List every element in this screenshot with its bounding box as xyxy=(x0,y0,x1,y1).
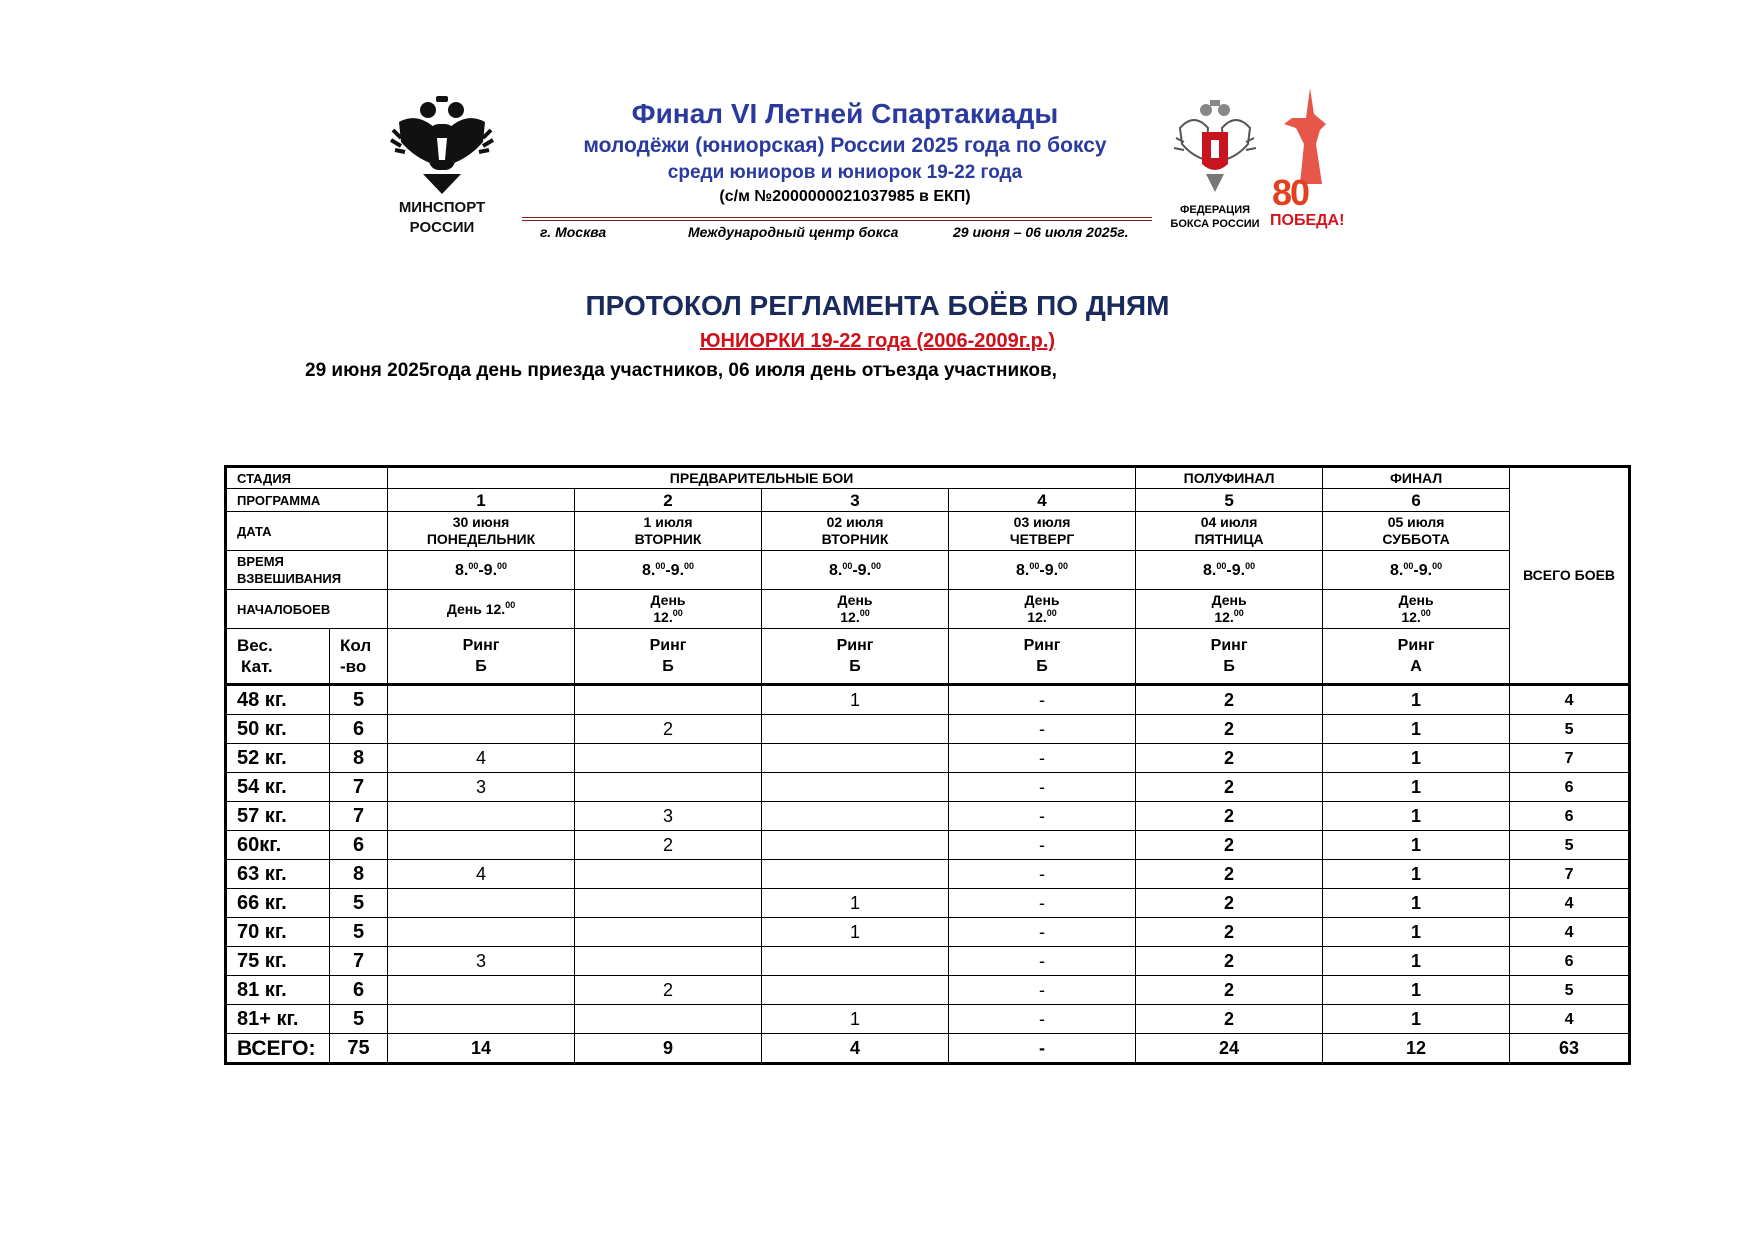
start-time-text: 12. xyxy=(1214,609,1234,625)
start-time-text: 12. xyxy=(1401,609,1421,625)
bouts-program-4: - xyxy=(949,860,1136,889)
weight-category: 75 кг. xyxy=(226,947,330,976)
document-title: ПРОТОКОЛ РЕГЛАМЕНТА БОЁВ ПО ДНЯМ xyxy=(585,290,1170,321)
weekday-value: ПЯТНИЦА xyxy=(1194,531,1264,547)
bouts-program-3 xyxy=(762,976,949,1005)
count-column-header xyxy=(330,629,388,685)
bouts-total: 6 xyxy=(1510,947,1630,976)
weigh-to: -9. xyxy=(478,561,498,579)
start-day-text: День xyxy=(837,592,873,608)
start-time-minutes: 00 xyxy=(859,608,870,618)
bouts-program-3: 1 xyxy=(762,685,949,715)
federation-label-2: БОКСА РОССИИ xyxy=(1170,218,1260,230)
bouts-total: 4 xyxy=(1510,889,1630,918)
date-cell xyxy=(388,512,575,551)
program-number: 1 xyxy=(388,489,575,512)
bout-schedule-table xyxy=(224,465,1631,1065)
bouts-program-1 xyxy=(388,685,575,715)
totals-program-6: 12 xyxy=(1323,1034,1510,1064)
bouts-program-5: 2 xyxy=(1136,715,1323,744)
bouts-program-1 xyxy=(388,918,575,947)
weigh-in-label-1: ВРЕМЯ xyxy=(237,554,284,569)
bouts-program-4: - xyxy=(949,685,1136,715)
date-value: 03 июля xyxy=(1013,514,1071,530)
bouts-program-1 xyxy=(388,715,575,744)
participant-count: 6 xyxy=(330,976,388,1005)
weekday-value: ВТОРНИК xyxy=(821,531,889,547)
bouts-program-6: 1 xyxy=(1323,860,1510,889)
bouts-program-3 xyxy=(762,831,949,860)
weight-category-row xyxy=(226,744,1630,773)
bouts-program-5: 2 xyxy=(1136,831,1323,860)
start-time-text: 12. xyxy=(840,609,860,625)
program-label: ПРОГРАММА xyxy=(226,489,388,512)
victory-number: 80 xyxy=(1272,172,1309,213)
event-title xyxy=(520,96,1170,208)
ring-letter: Б xyxy=(662,658,674,675)
bouts-program-4: - xyxy=(949,1005,1136,1034)
totals-count: 75 xyxy=(330,1034,388,1064)
program-number: 5 xyxy=(1136,489,1323,512)
weigh-in-time xyxy=(1136,551,1323,590)
boxing-federation-logo xyxy=(1160,98,1270,231)
bouts-program-6: 1 xyxy=(1323,918,1510,947)
totals-label: ВСЕГО: xyxy=(226,1034,330,1064)
weight-category: 60кг. xyxy=(226,831,330,860)
date-label: ДАТА xyxy=(226,512,388,551)
weight-category: 52 кг. xyxy=(226,744,330,773)
ring-label: Ринг xyxy=(1397,637,1435,654)
bouts-program-3 xyxy=(762,773,949,802)
weigh-in-time xyxy=(949,551,1136,590)
bouts-program-1 xyxy=(388,1005,575,1034)
start-time-text: 12. xyxy=(1027,609,1047,625)
weight-category: 70 кг. xyxy=(226,918,330,947)
bouts-total: 4 xyxy=(1510,685,1630,715)
bout-start-time xyxy=(1136,590,1323,629)
bouts-program-3: 1 xyxy=(762,918,949,947)
bouts-program-5: 2 xyxy=(1136,802,1323,831)
weigh-in-label-2: ВЗВЕШИВАНИЯ xyxy=(237,571,342,586)
bouts-program-3 xyxy=(762,744,949,773)
event-venue: Международный центр бокса xyxy=(688,224,899,240)
weigh-in-time xyxy=(575,551,762,590)
stage-row xyxy=(226,467,1630,489)
start-time-minutes: 00 xyxy=(1046,608,1057,618)
weight-category: 48 кг. xyxy=(226,685,330,715)
totals-all-bouts: 63 xyxy=(1510,1034,1630,1064)
bouts-program-1 xyxy=(388,831,575,860)
ring-cell xyxy=(949,629,1136,685)
bouts-program-3 xyxy=(762,947,949,976)
bouts-program-6: 1 xyxy=(1323,685,1510,715)
federation-eagle-icon xyxy=(1172,98,1258,198)
bouts-program-6: 1 xyxy=(1323,889,1510,918)
ring-cell xyxy=(1323,629,1510,685)
weekday-value: ПОНЕДЕЛЬНИК xyxy=(426,531,536,547)
weigh-in-time xyxy=(1323,551,1510,590)
date-cell xyxy=(1323,512,1510,551)
ring-row xyxy=(226,629,1630,685)
bouts-program-1: 4 xyxy=(388,744,575,773)
bouts-program-4: - xyxy=(949,831,1136,860)
bout-start-label: НАЧАЛОБОЕВ xyxy=(226,590,388,629)
start-time-minutes: 00 xyxy=(1233,608,1244,618)
participant-count: 7 xyxy=(330,802,388,831)
participant-count: 5 xyxy=(330,1005,388,1034)
weight-category: 81+ кг. xyxy=(226,1005,330,1034)
bouts-program-4: - xyxy=(949,744,1136,773)
bouts-program-4: - xyxy=(949,773,1136,802)
start-day-text: День xyxy=(1398,592,1434,608)
program-number: 4 xyxy=(949,489,1136,512)
totals-program-4: - xyxy=(949,1034,1136,1064)
ring-letter: Б xyxy=(475,658,487,675)
weight-category-row xyxy=(226,918,1630,947)
start-time-minutes: 00 xyxy=(672,608,683,618)
bouts-program-6: 1 xyxy=(1323,715,1510,744)
totals-program-5: 24 xyxy=(1136,1034,1323,1064)
bouts-program-2 xyxy=(575,918,762,947)
bouts-program-6: 1 xyxy=(1323,831,1510,860)
bout-start-row xyxy=(226,590,1630,629)
participant-count: 5 xyxy=(330,889,388,918)
bout-start-time xyxy=(1323,590,1510,629)
victory-word: ПОБЕДА! xyxy=(1270,212,1345,229)
weigh-in-label xyxy=(226,551,388,590)
bout-start-time xyxy=(388,590,575,629)
weight-category-row xyxy=(226,715,1630,744)
eagle-emblem-icon xyxy=(387,94,497,198)
weigh-from: 8. xyxy=(1016,561,1030,579)
weight-header-2: Кат. xyxy=(241,657,273,676)
bouts-program-5: 2 xyxy=(1136,744,1323,773)
weigh-in-time xyxy=(762,551,949,590)
bouts-program-3 xyxy=(762,715,949,744)
bouts-program-6: 1 xyxy=(1323,947,1510,976)
event-registry-number: (с/м №2000000021037985 в ЕКП) xyxy=(719,188,971,205)
weight-category-row xyxy=(226,947,1630,976)
bouts-program-5: 2 xyxy=(1136,860,1323,889)
weight-column-header xyxy=(226,629,330,685)
ring-letter: А xyxy=(1410,658,1422,675)
weekday-value: СУББОТА xyxy=(1382,531,1450,547)
ring-label: Ринг xyxy=(1210,637,1248,654)
weigh-in-row xyxy=(226,551,1630,590)
document-subtitle: ЮНИОРКИ 19-22 года (2006-2009г.р.) xyxy=(699,330,1056,352)
ring-cell xyxy=(1136,629,1323,685)
bouts-total: 5 xyxy=(1510,831,1630,860)
start-day-text: День xyxy=(650,592,686,608)
program-number: 2 xyxy=(575,489,762,512)
bouts-total: 4 xyxy=(1510,1005,1630,1034)
bouts-program-2 xyxy=(575,947,762,976)
bouts-total: 5 xyxy=(1510,715,1630,744)
bouts-program-4: - xyxy=(949,802,1136,831)
totals-program-1: 14 xyxy=(388,1034,575,1064)
bouts-total: 5 xyxy=(1510,976,1630,1005)
totals-program-2: 9 xyxy=(575,1034,762,1064)
bouts-program-6: 1 xyxy=(1323,773,1510,802)
weigh-to: -9. xyxy=(852,561,872,579)
date-value: 30 июня xyxy=(452,514,510,530)
bouts-program-4: - xyxy=(949,715,1136,744)
bouts-program-2: 3 xyxy=(575,802,762,831)
weigh-to-minutes: 00 xyxy=(1432,560,1443,571)
start-day-text: День xyxy=(1024,592,1060,608)
bouts-program-1 xyxy=(388,889,575,918)
bouts-program-1: 3 xyxy=(388,773,575,802)
weekday-value: ЧЕТВЕРГ xyxy=(1009,531,1075,547)
start-time-text: День 12. xyxy=(446,600,506,617)
bouts-program-3 xyxy=(762,860,949,889)
weight-category-row xyxy=(226,773,1630,802)
motherland-statue-icon xyxy=(1270,84,1350,184)
bouts-total: 7 xyxy=(1510,744,1630,773)
bout-start-time xyxy=(949,590,1136,629)
bouts-program-4: - xyxy=(949,947,1136,976)
program-row xyxy=(226,489,1630,512)
date-cell xyxy=(575,512,762,551)
weight-category: 50 кг. xyxy=(226,715,330,744)
bouts-program-2 xyxy=(575,744,762,773)
bouts-program-3: 1 xyxy=(762,1005,949,1034)
stage-semifinal: ПОЛУФИНАЛ xyxy=(1136,467,1323,489)
weigh-from-minutes: 00 xyxy=(655,560,666,571)
weight-category: 63 кг. xyxy=(226,860,330,889)
start-time-minutes: 00 xyxy=(1420,608,1431,618)
ring-label: Ринг xyxy=(1023,637,1061,654)
bout-start-time xyxy=(762,590,949,629)
weigh-from-minutes: 00 xyxy=(1403,560,1414,571)
minsport-logo xyxy=(382,94,502,244)
participant-count: 8 xyxy=(330,744,388,773)
weight-category: 54 кг. xyxy=(226,773,330,802)
date-value: 05 июля xyxy=(1387,514,1445,530)
bouts-program-3: 1 xyxy=(762,889,949,918)
participant-count: 8 xyxy=(330,860,388,889)
count-header-2: -во xyxy=(340,657,367,676)
bouts-program-5: 2 xyxy=(1136,773,1323,802)
date-cell xyxy=(949,512,1136,551)
date-cell xyxy=(1136,512,1323,551)
event-period: 29 июня – 06 июля 2025г. xyxy=(953,224,1129,240)
weight-category-row xyxy=(226,889,1630,918)
victory-80-logo xyxy=(1270,84,1350,234)
totals-program-3: 4 xyxy=(762,1034,949,1064)
bouts-program-4: - xyxy=(949,889,1136,918)
ring-cell xyxy=(762,629,949,685)
weight-category: 81 кг. xyxy=(226,976,330,1005)
weigh-from: 8. xyxy=(454,561,469,579)
bouts-program-5: 2 xyxy=(1136,976,1323,1005)
bouts-program-3 xyxy=(762,802,949,831)
weigh-to-minutes: 00 xyxy=(684,560,695,571)
stage-label: СТАДИЯ xyxy=(226,467,388,489)
arrival-departure-note: 29 июня 2025года день приезда участников, 06 июля день отъезда участников, xyxy=(305,360,1057,381)
date-row xyxy=(226,512,1630,551)
weigh-from: 8. xyxy=(828,561,843,579)
participant-count: 5 xyxy=(330,918,388,947)
ring-label: Ринг xyxy=(462,637,500,654)
federation-label-1: ФЕДЕРАЦИЯ xyxy=(1179,204,1251,216)
weigh-from: 8. xyxy=(1390,561,1404,579)
bouts-program-1: 4 xyxy=(388,860,575,889)
weigh-from: 8. xyxy=(1203,561,1217,579)
weight-category-row xyxy=(226,802,1630,831)
bouts-program-1: 3 xyxy=(388,947,575,976)
bouts-program-2 xyxy=(575,773,762,802)
participant-count: 7 xyxy=(330,947,388,976)
bouts-total: 6 xyxy=(1510,773,1630,802)
bouts-program-6: 1 xyxy=(1323,802,1510,831)
date-value: 02 июля xyxy=(826,514,884,530)
bouts-program-5: 2 xyxy=(1136,918,1323,947)
start-time-minutes: 00 xyxy=(505,599,516,610)
weight-category-row xyxy=(226,860,1630,889)
participant-count: 6 xyxy=(330,831,388,860)
bouts-program-2: 2 xyxy=(575,831,762,860)
minsport-label-2: РОССИИ xyxy=(409,219,475,236)
weigh-to-minutes: 00 xyxy=(871,560,882,571)
bouts-program-2 xyxy=(575,860,762,889)
bouts-program-5: 2 xyxy=(1136,947,1323,976)
header-divider xyxy=(522,217,1152,221)
bouts-program-1 xyxy=(388,976,575,1005)
participant-count: 5 xyxy=(330,685,388,715)
bouts-program-5: 2 xyxy=(1136,685,1323,715)
bouts-program-4: - xyxy=(949,976,1136,1005)
bouts-program-1 xyxy=(388,802,575,831)
totals-row xyxy=(226,1034,1630,1064)
weigh-to: -9. xyxy=(665,561,685,579)
ring-letter: Б xyxy=(1223,658,1235,675)
weekday-value: ВТОРНИК xyxy=(634,531,702,547)
bouts-program-6: 1 xyxy=(1323,1005,1510,1034)
event-title-line2: молодёжи (юниорская) России 2025 года по боксу xyxy=(583,134,1107,157)
weigh-to: -9. xyxy=(1226,561,1246,579)
ring-label: Ринг xyxy=(836,637,874,654)
weight-rows xyxy=(226,685,1630,1034)
weigh-in-time xyxy=(388,551,575,590)
weight-category: 57 кг. xyxy=(226,802,330,831)
bouts-program-5: 2 xyxy=(1136,1005,1323,1034)
participant-count: 6 xyxy=(330,715,388,744)
ring-letter: Б xyxy=(1036,658,1048,675)
start-time-text: 12. xyxy=(653,609,673,625)
weigh-to-minutes: 00 xyxy=(1245,560,1256,571)
program-number: 3 xyxy=(762,489,949,512)
weigh-from: 8. xyxy=(641,561,656,579)
bouts-total: 4 xyxy=(1510,918,1630,947)
bouts-program-2 xyxy=(575,685,762,715)
bouts-program-6: 1 xyxy=(1323,744,1510,773)
bouts-program-2 xyxy=(575,1005,762,1034)
count-header-1: Кол xyxy=(340,636,372,655)
ring-cell xyxy=(388,629,575,685)
stage-prelim: ПРЕДВАРИТЕЛЬНЫЕ БОИ xyxy=(388,467,1136,489)
bouts-program-2: 2 xyxy=(575,976,762,1005)
weigh-to: -9. xyxy=(1039,561,1059,579)
bouts-program-2: 2 xyxy=(575,715,762,744)
total-bouts-header: ВСЕГО БОЕВ xyxy=(1510,467,1630,685)
weigh-from-minutes: 00 xyxy=(468,560,479,571)
weight-header-1: Вес. xyxy=(237,636,273,655)
program-number: 6 xyxy=(1323,489,1510,512)
start-day-text: День xyxy=(1211,592,1247,608)
minsport-label-1: МИНСПОРТ xyxy=(398,199,486,216)
bouts-program-6: 1 xyxy=(1323,976,1510,1005)
ring-cell xyxy=(575,629,762,685)
date-cell xyxy=(762,512,949,551)
bouts-program-4: - xyxy=(949,918,1136,947)
event-city: г. Москва xyxy=(540,224,607,240)
participant-count: 7 xyxy=(330,773,388,802)
ring-letter: Б xyxy=(849,658,861,675)
date-value: 04 июля xyxy=(1200,514,1258,530)
weigh-from-minutes: 00 xyxy=(1029,560,1040,571)
weigh-to-minutes: 00 xyxy=(1058,560,1069,571)
weight-category-row xyxy=(226,1005,1630,1034)
ring-label: Ринг xyxy=(649,637,687,654)
weigh-to: -9. xyxy=(1413,561,1433,579)
weight-category-row xyxy=(226,831,1630,860)
event-title-line1: Финал VI Летней Спартакиады xyxy=(631,98,1059,129)
weight-category: 66 кг. xyxy=(226,889,330,918)
weight-category-row xyxy=(226,976,1630,1005)
bouts-program-5: 2 xyxy=(1136,889,1323,918)
weigh-from-minutes: 00 xyxy=(1216,560,1227,571)
stage-final: ФИНАЛ xyxy=(1323,467,1510,489)
bout-start-time xyxy=(575,590,762,629)
bouts-program-2 xyxy=(575,889,762,918)
weight-category-row xyxy=(226,685,1630,715)
bouts-total: 7 xyxy=(1510,860,1630,889)
event-title-line3: среди юниоров и юниорок 19-22 года xyxy=(667,162,1023,183)
date-value: 1 июля xyxy=(643,514,693,530)
bouts-total: 6 xyxy=(1510,802,1630,831)
weigh-from-minutes: 00 xyxy=(842,560,853,571)
weigh-to-minutes: 00 xyxy=(497,560,508,571)
